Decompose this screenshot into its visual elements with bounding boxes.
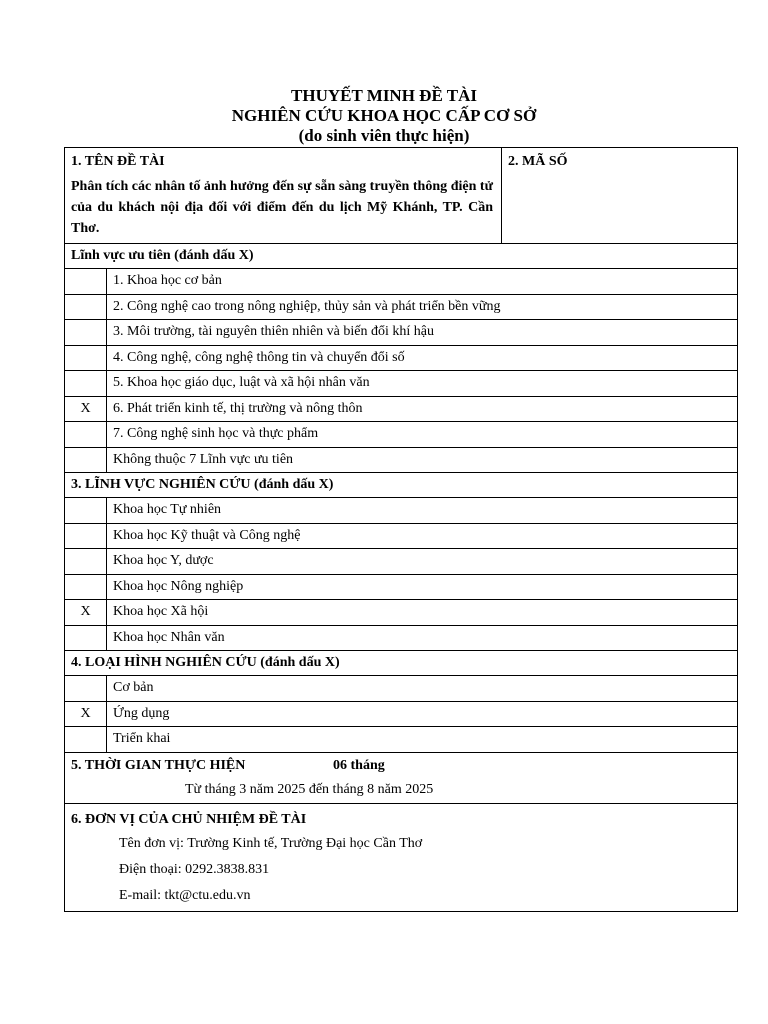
row-title (65, 148, 738, 244)
research-field-mark[interactable] (65, 549, 107, 575)
priority-row (65, 269, 738, 295)
research-field-row (65, 549, 738, 575)
research-field-option: Khoa học Tự nhiên (107, 498, 738, 524)
research-field-header-row (65, 473, 738, 498)
priority-header-row (65, 244, 738, 269)
priority-option: 6. Phát triển kinh tế, thị trường và nông thôn (107, 396, 738, 422)
research-type-mark[interactable] (65, 727, 107, 753)
priority-option: 4. Công nghệ, công nghệ thông tin và chuyển đổi số (107, 345, 738, 371)
header-title: THUYẾT MINH ĐỀ TÀI (291, 86, 477, 105)
priority-row (65, 320, 738, 346)
priority-row (65, 345, 738, 371)
duration-range: Từ tháng 3 năm 2025 đến tháng 8 năm 2025 (185, 781, 434, 797)
document-header (0, 86, 768, 146)
section3-label: 3. LĨNH VỰC NGHIÊN CỨU (đánh dấu X) (65, 473, 738, 498)
section5-label: 5. THỜI GIAN THỰC HIỆN (71, 757, 246, 773)
project-title: Phân tích các nhân tố ảnh hưởng đến sự sẵn sàng truyền thông điện tử của du khách nội địa đối với điểm đến du lịch Mỹ Khánh, TP. Cần Thơ. (71, 179, 493, 236)
priority-option: 1. Khoa học cơ bản (107, 269, 738, 295)
priority-row (65, 371, 738, 397)
section4-label: 4. LOẠI HÌNH NGHIÊN CỨU (đánh dấu X) (65, 651, 738, 676)
research-field-row (65, 574, 738, 600)
header-subtitle: NGHIÊN CỨU KHOA HỌC CẤP CƠ SỞ (231, 106, 537, 125)
research-type-header-row (65, 651, 738, 676)
duration-heading (71, 758, 731, 774)
research-field-row (65, 498, 738, 524)
priority-option: 3. Môi trường, tài nguyên thiên nhiên và biến đổi khí hậu (107, 320, 738, 346)
research-type-option: Triển khai (107, 727, 738, 753)
priority-row (65, 447, 738, 473)
duration-row (65, 752, 738, 803)
section6-label: 6. ĐƠN VỊ CỦA CHỦ NHIỆM ĐỀ TÀI (71, 811, 307, 827)
research-field-mark[interactable] (65, 498, 107, 524)
duration-value: 06 tháng (333, 757, 385, 773)
priority-mark[interactable] (65, 447, 107, 473)
research-field-mark[interactable] (65, 625, 107, 651)
unit-name: Tên đơn vị: Trường Kinh tế, Trường Đại học Cần Thơ (119, 835, 423, 851)
research-type-option: Ứng dụng (107, 701, 738, 727)
research-field-row (65, 523, 738, 549)
priority-mark[interactable] (65, 422, 107, 448)
unit-email: E-mail: tkt@ctu.edu.vn (119, 887, 251, 903)
priority-row (65, 396, 738, 422)
proposal-form-table (64, 147, 738, 912)
duration-cell (65, 752, 738, 803)
research-field-row (65, 625, 738, 651)
priority-mark[interactable] (65, 269, 107, 295)
priority-mark[interactable]: X (65, 396, 107, 422)
priority-option: 2. Công nghệ cao trong nông nghiệp, thủy sản và phát triển bền vững (107, 294, 738, 320)
code-cell (502, 148, 738, 244)
priority-label: Lĩnh vực ưu tiên (đánh dấu X) (65, 244, 738, 269)
priority-row (65, 294, 738, 320)
research-type-row (65, 701, 738, 727)
priority-option: Không thuộc 7 Lĩnh vực ưu tiên (107, 447, 738, 473)
section2-label: 2. MÃ SỐ (508, 154, 568, 169)
research-field-option: Khoa học Kỹ thuật và Công nghệ (107, 523, 738, 549)
research-field-mark[interactable] (65, 523, 107, 549)
research-type-row (65, 727, 738, 753)
section1-label: 1. TÊN ĐỀ TÀI (71, 154, 165, 169)
research-field-option: Khoa học Nhân văn (107, 625, 738, 651)
title-cell (65, 148, 502, 244)
priority-mark[interactable] (65, 345, 107, 371)
priority-mark[interactable] (65, 294, 107, 320)
priority-option: 7. Công nghệ sinh học và thực phẩm (107, 422, 738, 448)
research-type-mark[interactable] (65, 676, 107, 702)
priority-mark[interactable] (65, 371, 107, 397)
research-field-option: Khoa học Nông nghiệp (107, 574, 738, 600)
research-type-mark[interactable]: X (65, 701, 107, 727)
priority-option: 5. Khoa học giáo dục, luật và xã hội nhân văn (107, 371, 738, 397)
header-note: (do sinh viên thực hiện) (298, 126, 470, 145)
research-field-option: Khoa học Xã hội (107, 600, 738, 626)
research-type-row (65, 676, 738, 702)
research-type-option: Cơ bản (107, 676, 738, 702)
unit-phone: Điện thoại: 0292.3838.831 (119, 861, 270, 877)
unit-cell (65, 803, 738, 911)
research-field-option: Khoa học Y, dược (107, 549, 738, 575)
priority-row (65, 422, 738, 448)
unit-row (65, 803, 738, 911)
research-field-row (65, 600, 738, 626)
priority-mark[interactable] (65, 320, 107, 346)
research-field-mark[interactable]: X (65, 600, 107, 626)
research-field-mark[interactable] (65, 574, 107, 600)
